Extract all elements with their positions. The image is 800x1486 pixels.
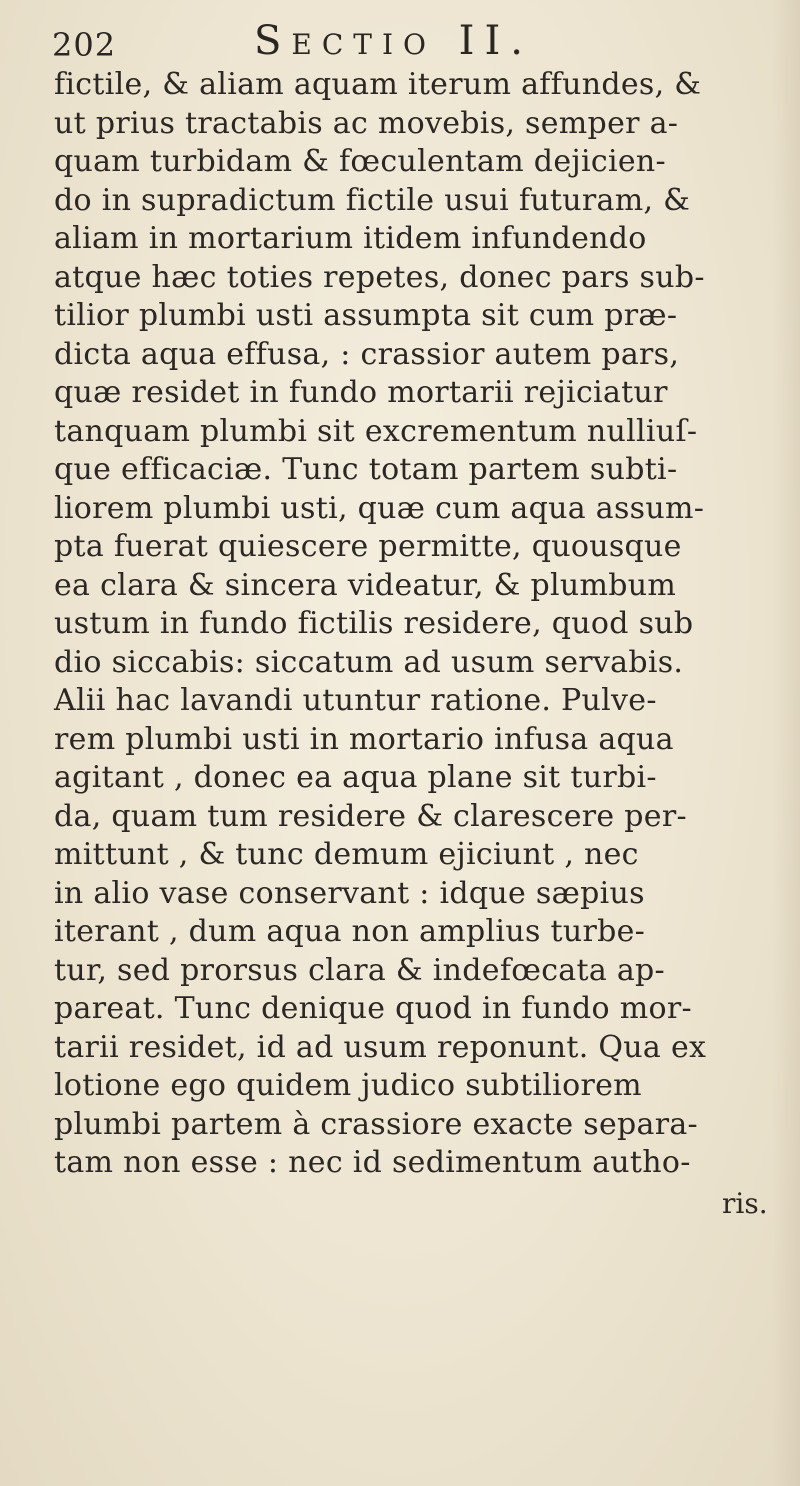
text-line: mittunt , & tunc demum ejiciunt , nec (54, 837, 639, 872)
page-header (52, 18, 752, 68)
text-line: tanquam plumbi sit excrementum nulliuſ- (54, 413, 698, 449)
text-line: Alii hac lavandi utuntur ratione. Pulve- (54, 683, 657, 718)
text-line: tur, sed prorsus clara & indefœcata ap- (54, 952, 665, 988)
body-text (54, 66, 794, 1183)
text-line: rem plumbi usti in mortario infusa aqua (54, 721, 674, 757)
text-line: fictile, & aliam aquam iterum affundes, & (54, 67, 702, 102)
text-line: tam non esse : nec id sedimentum autho- (54, 1145, 691, 1180)
text-line: in alio vase conservant : idque sæpius (54, 875, 645, 911)
text-line: ustum in fundo fictilis residere, quod sub (54, 606, 694, 641)
text-line: ea clara & sincera videatur, & plumbum (54, 567, 677, 603)
text-line: pta fuerat quiescere permitte, quousque (54, 529, 682, 564)
text-line: ut prius tractabis ac movebis, semper a- (54, 105, 679, 141)
catchword: ris. (722, 1187, 768, 1220)
text-line: quam turbidam & fœculentam dejicien- (54, 144, 666, 179)
text-line: iterant , dum aqua non amplius turbe- (54, 914, 646, 949)
page-number: 202 (52, 26, 117, 64)
text-line: do in supradictum fictile usui futuram, & (54, 182, 691, 218)
text-line: atque hæc toties repetes, donec pars sub- (54, 259, 705, 295)
text-line: que efficaciæ. Tunc totam partem subti- (54, 452, 678, 487)
text-line: liorem plumbi usti, quæ cum aqua assum- (54, 490, 705, 526)
text-line: pareat. Tunc denique quod in fundo mor- (54, 991, 692, 1026)
text-line: tilior plumbi usti assumpta sit cum præ- (54, 298, 678, 333)
text-line: plumbi partem à crassiore exacte separa- (54, 1106, 698, 1142)
text-line: quæ residet in fundo mortarii rejiciatur (54, 375, 668, 410)
text-line: lotione ego quidem judico subtiliorem (54, 1068, 642, 1103)
text-line: agitant , donec ea aqua plane sit turbi- (54, 760, 657, 795)
text-line: da, quam tum residere & clarescere per- (54, 798, 687, 834)
text-line: dicta aqua effusa, : crassior autem pars, (54, 336, 680, 372)
text-line: aliam in mortarium itidem infundendo (54, 221, 647, 256)
text-line: tarii residet, id ad usum reponunt. Qua ex (54, 1029, 707, 1065)
text-line: dio siccabis: siccatum ad usum servabis. (54, 644, 684, 680)
running-head: Sectio II. (254, 18, 533, 64)
